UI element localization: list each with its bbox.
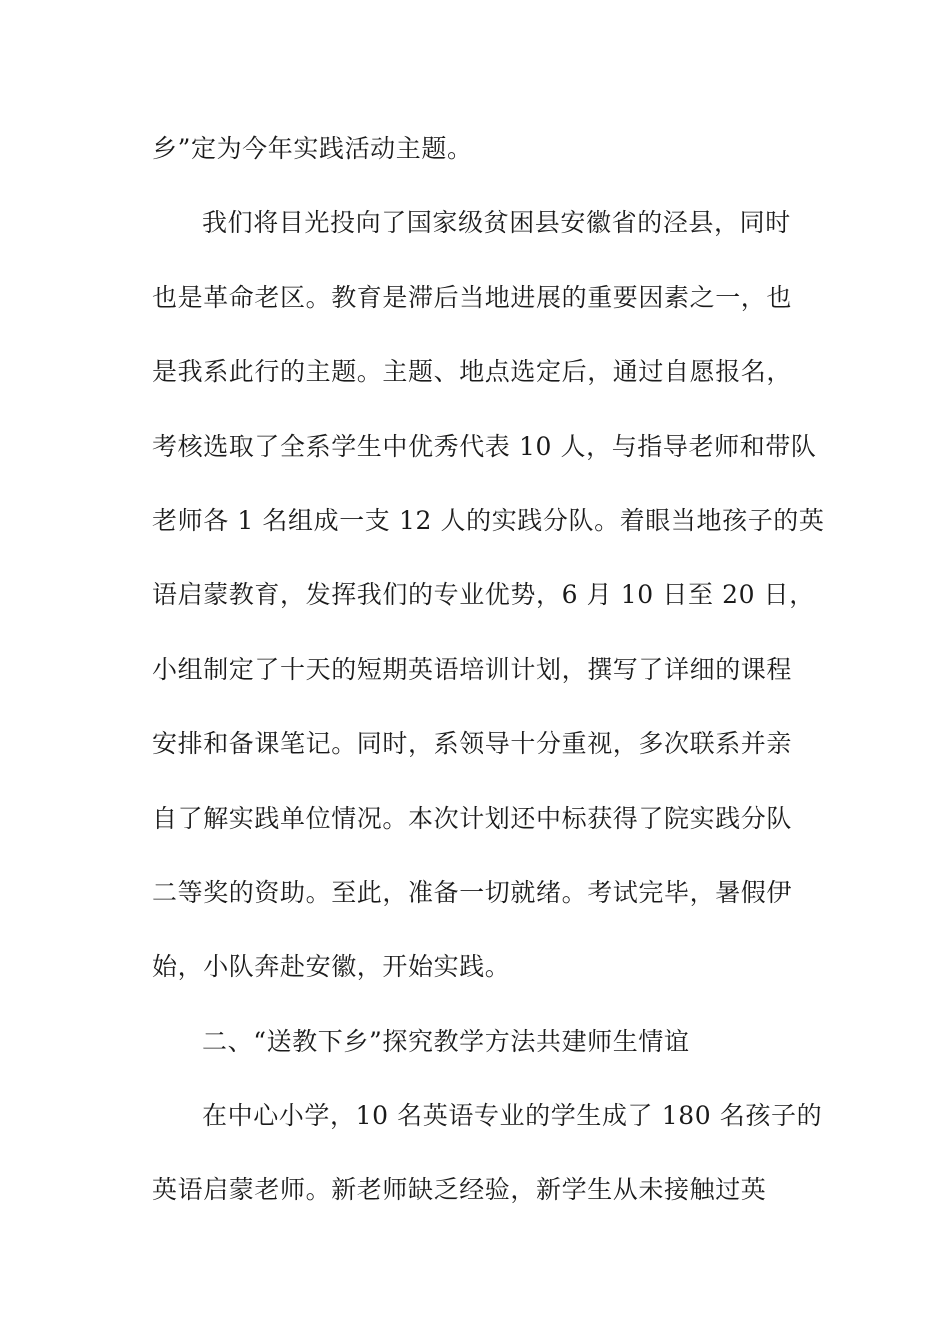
text-line: 始，小队奔赴安徽，开始实践。 — [152, 952, 511, 982]
body-text — [152, 130, 825, 1246]
text-line: 小组制定了十天的短期英语培训计划，撰写了详细的课程 — [152, 654, 793, 684]
text-line: 安排和备课笔记。同时，系领导十分重视，多次联系并亲 — [152, 729, 793, 759]
text-line: 二等奖的资助。至此，准备一切就绪。考试完毕，暑假伊 — [152, 877, 793, 907]
text-line: 也是革命老区。教育是滞后当地进展的重要因素之一，也 — [152, 282, 793, 312]
paragraph-start-line: 在中心小学，10 名英语专业的学生成了 180 名孩子的 — [202, 1101, 823, 1131]
section-heading: 二、“送教下乡”探究教学方法共建师生情谊 — [202, 1026, 690, 1056]
paragraph-start-line: 我们将目光投向了国家级贫困县安徽省的泾县，同时 — [202, 208, 791, 238]
text-line: 老师各 1 名组成一支 12 人的实践分队。着眼当地孩子的英 — [152, 505, 825, 535]
text-line: 考核选取了全系学生中优秀代表 10 人，与指导老师和带队 — [152, 431, 817, 461]
text-line: 是我系此行的主题。主题、地点选定后，通过自愿报名， — [152, 357, 793, 387]
text-line: 语启蒙教育，发挥我们的专业优势，6 月 10 日至 20 日， — [152, 580, 815, 610]
text-line: 乡”定为今年实践活动主题。 — [152, 134, 473, 163]
text-line: 自了解实践单位情况。本次计划还中标获得了院实践分队 — [152, 803, 793, 833]
text-line: 英语启蒙老师。新老师缺乏经验，新学生从未接触过英 — [152, 1175, 767, 1205]
